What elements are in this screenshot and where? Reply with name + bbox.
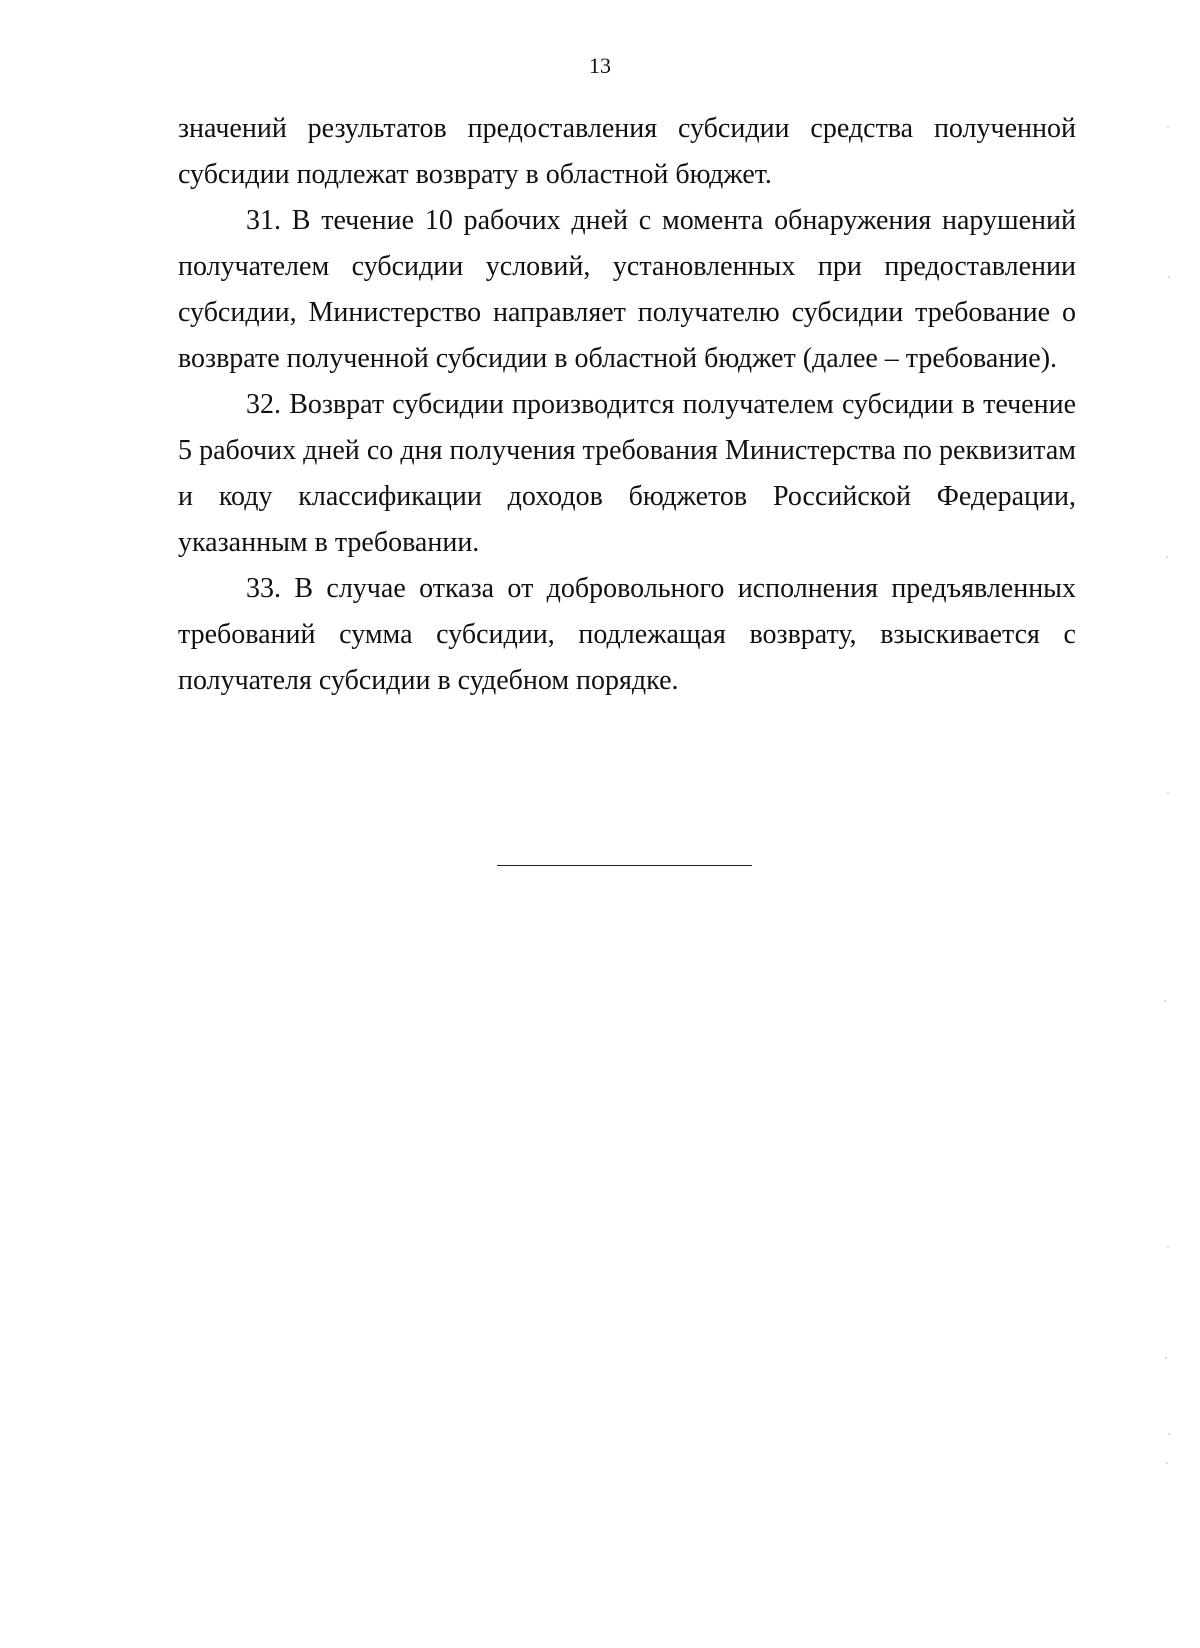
paragraph-33: 33. В случае отказа от добровольного исполнения предъявленных требований сумма субсидии, подлежащая возврату, взыскивается с получателя субсидии в судебном порядке. (178, 573, 1076, 696)
document-body (178, 106, 1076, 704)
scan-speck (1167, 1246, 1169, 1248)
scan-speck (1168, 1433, 1170, 1435)
scan-speck (1166, 556, 1168, 558)
page-number: 13 (589, 53, 611, 78)
scan-speck (1168, 276, 1170, 278)
paragraph-32: 32. Возврат субсидии производится получателем субсидии в течение 5 рабочих дней со дня получения требования Министерства по реквизитам и коду классификации доходов бюджетов Российской Федерации, указанным в требовании. (178, 389, 1076, 558)
scan-speck (1167, 126, 1169, 128)
scan-speck (1167, 792, 1169, 794)
paragraph-31: 31. В течение 10 рабочих дней с момента обнаружения нарушений получателем субсидии условий, установленных при предоставлении субсидии, Министерство направляет получателю субсидии требование о возврате полученной субсидии в областной бюджет (далее – требование). (178, 205, 1076, 374)
scan-speck (1164, 1000, 1166, 1002)
end-divider-line (497, 865, 752, 866)
scan-speck (1165, 1357, 1167, 1359)
scan-speck (1166, 1462, 1168, 1464)
paragraph-continuation: значений результатов предоставления субсидии средства полученной субсидии подлежат возврату в областной бюджет. (178, 113, 1076, 190)
